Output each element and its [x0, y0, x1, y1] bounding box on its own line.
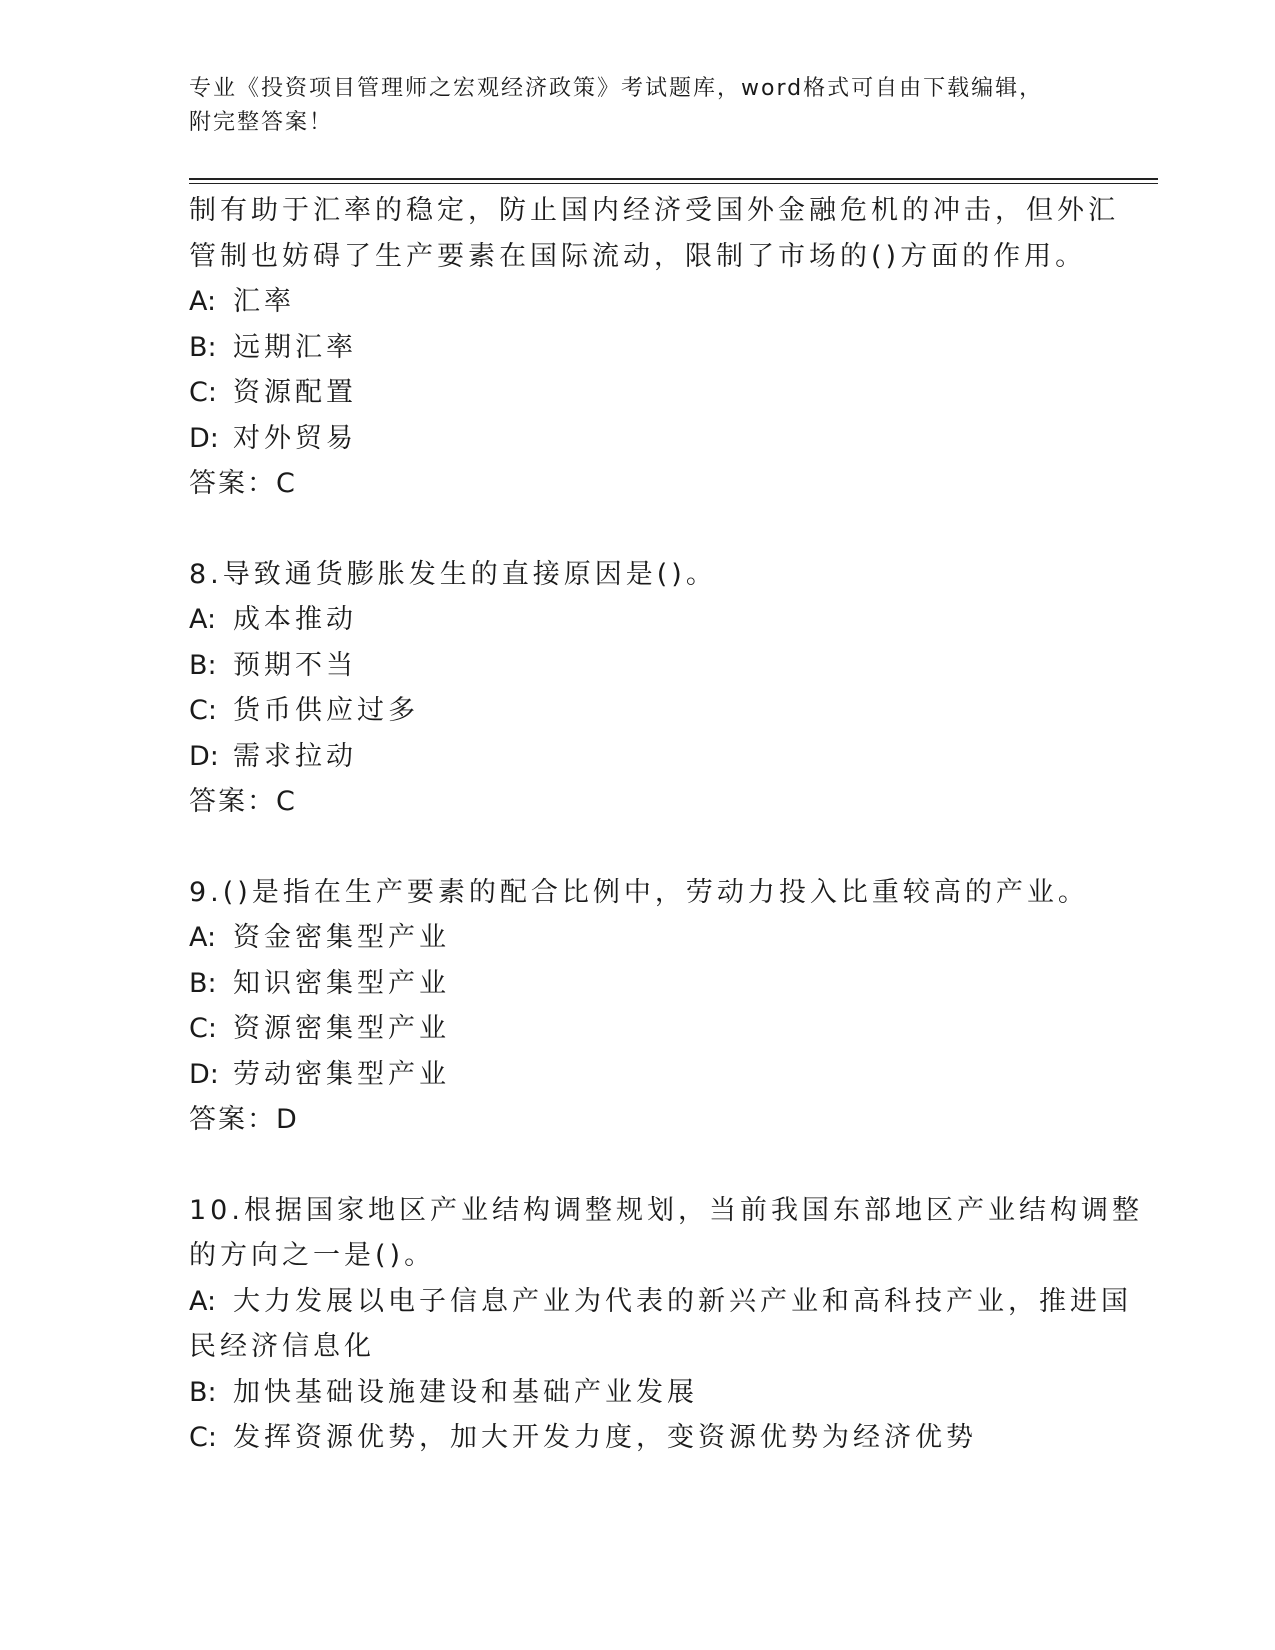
option-text: 加快基础设施建设和基础产业发展 [233, 1376, 698, 1408]
option-text: 汇率 [233, 286, 295, 317]
question-list [189, 188, 1143, 1461]
option-b [189, 325, 1089, 371]
option-key: B: [189, 331, 217, 363]
option-text: 成本推动 [233, 604, 357, 635]
option-key: A: [189, 286, 217, 317]
option-text: 劳动密集型产业 [233, 1058, 450, 1090]
answer-line: 答案：C [189, 468, 297, 499]
option-c [189, 370, 1089, 416]
option-a [189, 279, 1089, 325]
option-key: A: [189, 922, 217, 953]
answer-line: 答案：D [189, 1104, 299, 1135]
header-line-2: 附完整答案！ [189, 110, 334, 135]
option-a [189, 915, 1089, 961]
option-d [189, 416, 1089, 462]
option-key: B: [189, 649, 217, 681]
option-text: 大力发展以电子信息产业为代表的新兴产业和高科技产业，推进国 [233, 1285, 1132, 1317]
option-text: 知识密集型产业 [233, 967, 450, 999]
question-stem-line: 9.()是指在生产要素的配合比例中，劳动力投入比重较高的产业。 [189, 876, 1089, 908]
answer-line: 答案：C [189, 786, 297, 817]
header-line-1: 专业《投资项目管理师之宏观经济政策》考试题库，word格式可自由下载编辑， [189, 76, 1044, 101]
option-c [189, 1415, 1089, 1461]
option-key: A: [189, 1285, 217, 1317]
question-7-continued [189, 188, 1119, 507]
option-text: 资源配置 [233, 377, 357, 408]
option-b [189, 1370, 1089, 1416]
question-stem-line: 管制也妨碍了生产要素在国际流动，限制了市场的()方面的作用。 [189, 240, 1087, 272]
option-key: C: [189, 1013, 217, 1044]
option-b [189, 643, 1089, 689]
question-stem-line: 10.根据国家地区产业结构调整规划，当前我国东部地区产业结构调整 [189, 1194, 1143, 1226]
option-c [189, 688, 1089, 734]
question-8 [189, 552, 1089, 825]
spacer [189, 507, 1089, 552]
option-a [189, 1279, 1132, 1325]
option-key: B: [189, 967, 217, 999]
option-text: 资源密集型产业 [233, 1013, 450, 1044]
option-a-continued [189, 1324, 1089, 1370]
option-key: D: [189, 1058, 219, 1090]
option-key: C: [189, 1422, 217, 1453]
option-key: C: [189, 377, 217, 408]
option-c [189, 1006, 1089, 1052]
option-d [189, 1052, 1089, 1098]
option-text: 货币供应过多 [233, 695, 419, 726]
option-d [189, 734, 1089, 780]
question-stem-line: 制有助于汇率的稳定，防止国内经济受国外金融危机的冲击，但外汇 [189, 195, 1119, 226]
option-key: D: [189, 422, 219, 454]
option-key: D: [189, 740, 219, 772]
option-b [189, 961, 1089, 1007]
question-10 [189, 1188, 1143, 1461]
option-text: 需求拉动 [233, 740, 357, 772]
question-stem-line: 8.导致通货膨胀发生的直接原因是()。 [189, 558, 717, 590]
option-text: 资金密集型产业 [233, 922, 450, 953]
question-stem-line: 的方向之一是()。 [189, 1240, 436, 1271]
header-divider-thin [189, 183, 1158, 184]
option-key: B: [189, 1376, 217, 1408]
option-text: 对外贸易 [233, 422, 357, 454]
option-text: 预期不当 [233, 649, 357, 681]
document-header [189, 72, 1069, 140]
spacer [189, 1143, 1089, 1188]
option-key: C: [189, 695, 217, 726]
option-text: 民经济信息化 [189, 1331, 375, 1362]
option-text: 发挥资源优势，加大开发力度，变资源优势为经济优势 [233, 1422, 977, 1453]
header-divider-thick [189, 178, 1158, 180]
option-a [189, 597, 1089, 643]
option-key: A: [189, 604, 217, 635]
question-9 [189, 870, 1089, 1143]
option-text: 远期汇率 [233, 331, 357, 363]
spacer [189, 825, 1089, 870]
